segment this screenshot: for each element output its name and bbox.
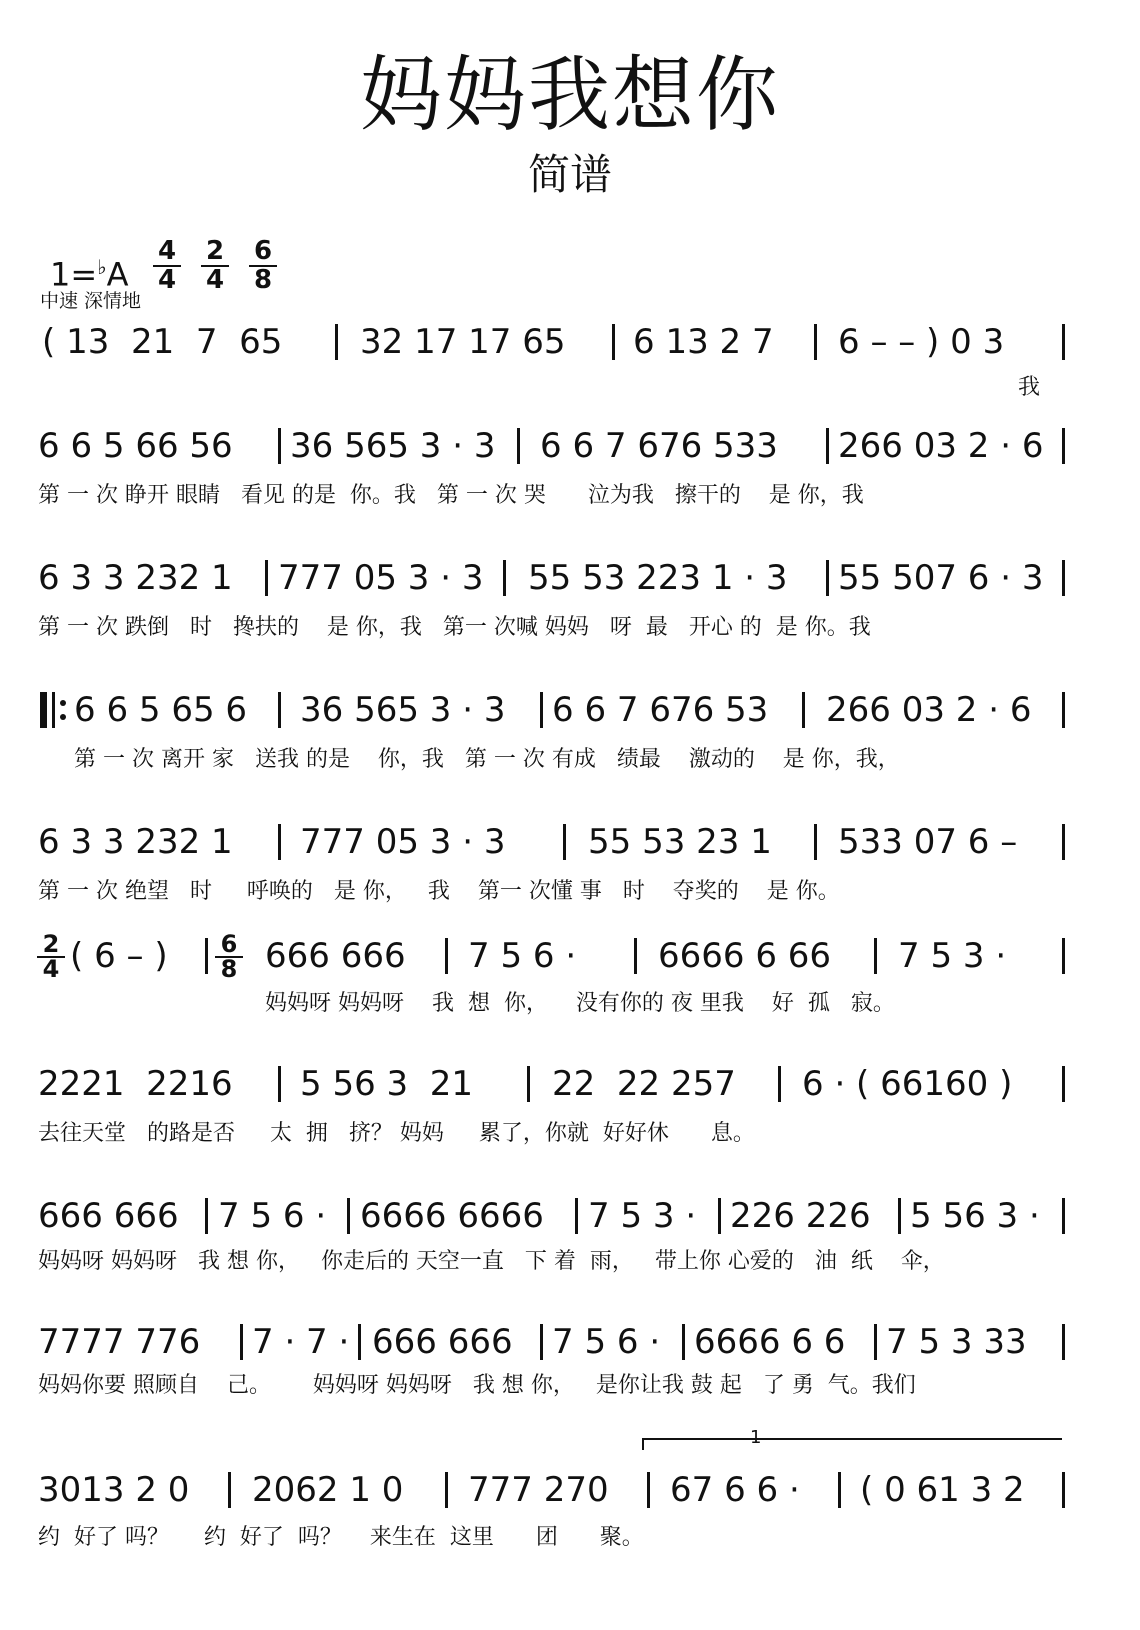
measure-7-4: 6 · ( 66160 ): [802, 1064, 1013, 1104]
time-signature-6-8: [246, 236, 280, 295]
measure-8-3: 6666 6666: [360, 1196, 544, 1236]
time-sig-bottom: 4: [157, 265, 177, 295]
measure-2-3: 6 6 7 676 533: [540, 426, 778, 466]
measure-9-1: 7777 776: [38, 1322, 201, 1362]
key-note: A: [106, 255, 129, 294]
measure-4-2: 36 565 3 · 3: [300, 690, 506, 730]
time-sig-top: 2: [42, 930, 60, 958]
time-sig-top: 6: [220, 930, 238, 958]
system-5: [0, 818, 1140, 908]
time-sig-bottom: 4: [42, 955, 60, 983]
time-signature-2-4: [34, 930, 68, 983]
measure-1-3: 6 13 2 7: [633, 322, 774, 362]
measure-7-2: 5 56 3 21: [300, 1064, 474, 1104]
time-signature-6-8: [212, 930, 246, 983]
measure-3-1: 6 3 3 232 1: [38, 558, 233, 598]
measure-6-5: 7 5 3 ·: [898, 936, 1007, 976]
measure-3-3: 55 53 223 1 · 3: [528, 558, 788, 598]
lyrics-line-9: 妈妈你要 照顾自 己。 妈妈呀 妈妈呀 我 想 你， 是你让我 鼓 起 了 勇 气。我们: [38, 1373, 916, 1398]
time-signature-4-4: [150, 236, 184, 295]
time-sig-top: 4: [157, 236, 177, 266]
measure-8-1: 666 666: [38, 1196, 179, 1236]
system-3: [0, 554, 1140, 644]
measure-6-2: 666 666: [265, 936, 406, 976]
lyrics-line-4: 第 一 次 离开 家 送我 的是 你，我 第 一 次 有成 绩最 激动的 是 你，我，: [74, 747, 900, 772]
measure-10-4: 67 6 6 ·: [670, 1470, 800, 1510]
measure-10-2: 2062 1 0: [252, 1470, 404, 1510]
lyrics-line-5: 第 一 次 绝望 时 呼唤的 是 你， 我 第一 次懂 事 时 夺奖的 是 你。: [38, 879, 840, 904]
measure-6-4: 6666 6 66: [658, 936, 832, 976]
measure-2-4: 266 03 2 · 6: [838, 426, 1044, 466]
measure-5-3: 55 53 23 1: [588, 822, 772, 862]
measure-5-1: 6 3 3 232 1: [38, 822, 233, 862]
key-prefix: 1=: [50, 255, 98, 294]
measure-10-3: 777 270: [468, 1470, 609, 1510]
measure-10-5: ( 0 61 3 2: [860, 1470, 1025, 1510]
system-2: [0, 422, 1140, 512]
song-subtitle: 简谱: [527, 150, 612, 199]
measure-8-6: 5 56 3 ·: [910, 1196, 1040, 1236]
measure-4-3: 6 6 7 676 53: [552, 690, 769, 730]
measure-8-5: 226 226: [730, 1196, 871, 1236]
lyrics-line-7: 去往天堂 的路是否 太 拥 挤？ 妈妈 累了，你就 好好休 息。: [38, 1121, 755, 1146]
time-sig-top: 2: [205, 236, 225, 266]
measure-7-1: 2221 2216: [38, 1064, 233, 1104]
song-title: 妈妈我想你: [359, 48, 780, 143]
measure-3-4: 55 507 6 · 3: [838, 558, 1044, 598]
tempo-marking: 中速 深情地: [40, 290, 142, 312]
lyrics-line-8: 妈妈呀 妈妈呀 我 想 你， 你走后的 天空一直 下 着 雨， 带上你 心爱的 油 纸 伞，: [38, 1249, 945, 1274]
time-sig-bottom: 4: [205, 265, 225, 295]
measure-1-1: ( 13 21 7 65: [42, 322, 283, 362]
lyrics-line-10: 约 好了 吗？ 约 好了 吗？ 来生在 这里 团 聚。: [38, 1525, 644, 1550]
system-7: [0, 1060, 1140, 1150]
time-sig-bottom: 8: [220, 955, 238, 983]
time-signature-2-4: [198, 236, 232, 295]
system-4: [0, 686, 1140, 776]
volta-number: 1: [750, 1427, 762, 1448]
system-9: [0, 1318, 1140, 1408]
measure-9-3: 666 666: [372, 1322, 513, 1362]
measure-9-2: 7 · 7 ·: [252, 1322, 350, 1362]
lyrics-line-2: 第 一 次 睁开 眼睛 看见 的是 你。我 第 一 次 哭 泣为我 擦干的 是 你，我: [38, 483, 864, 508]
measure-2-2: 36 565 3 · 3: [290, 426, 496, 466]
measure-4-4: 266 03 2 · 6: [826, 690, 1032, 730]
time-sig-bottom: 8: [253, 265, 273, 295]
system-1: [0, 318, 1140, 398]
measure-10-1: 3013 2 0: [38, 1470, 190, 1510]
measure-5-4: 533 07 6 –: [838, 822, 1018, 862]
measure-2-1: 6 6 5 66 56: [38, 426, 233, 466]
key-signature: [50, 247, 129, 295]
lyrics-line-6: 妈妈呀 妈妈呀 我 想 你， 没有你的 夜 里我 好 孤 寂。: [265, 991, 895, 1016]
lyrics-line-3: 第 一 次 跌倒 时 搀扶的 是 你，我 第一 次喊 妈妈 呀 最 开心 的 是 你。我: [38, 615, 871, 640]
time-sig-top: 6: [253, 236, 273, 266]
repeat-start-bar: [40, 692, 47, 728]
measure-1-2: 32 17 17 65: [360, 322, 566, 362]
measure-9-6: 7 5 3 33: [886, 1322, 1027, 1362]
measure-6-3: 7 5 6 ·: [468, 936, 577, 976]
measure-8-4: 7 5 3 ·: [588, 1196, 697, 1236]
system-6: [0, 932, 1140, 1022]
measure-5-2: 777 05 3 · 3: [300, 822, 506, 862]
flat-sign: ♭: [97, 255, 107, 279]
measure-4-1: 6 6 5 65 6: [74, 690, 248, 730]
pickup-lyric: 我: [1018, 375, 1041, 400]
volta-bracket: [642, 1438, 1062, 1440]
system-8: [0, 1192, 1140, 1282]
measure-9-4: 7 5 6 ·: [552, 1322, 661, 1362]
measure-7-3: 22 22 257: [552, 1064, 736, 1104]
measure-8-2: 7 5 6 ·: [218, 1196, 327, 1236]
measure-6-1: ( 6 – ): [70, 936, 168, 976]
measure-3-2: 777 05 3 · 3: [278, 558, 484, 598]
system-10: [0, 1466, 1140, 1566]
measure-1-4: 6 – – ) 0 3: [838, 322, 1005, 362]
measure-9-5: 6666 6 6: [694, 1322, 846, 1362]
